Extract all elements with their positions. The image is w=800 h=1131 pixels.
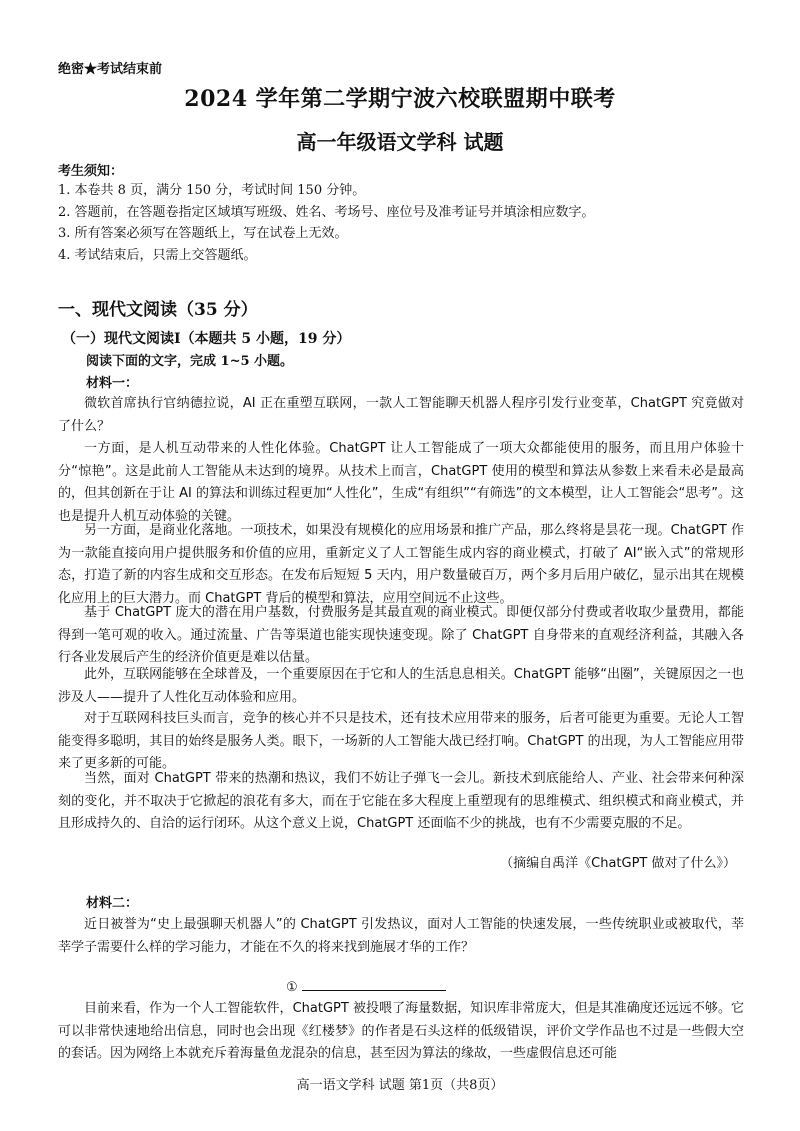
exam-title: 2024 学年第二学期宁波六校联盟期中联考	[184, 86, 616, 112]
section-heading: 一、现代文阅读（35 分）	[58, 300, 258, 320]
exam-subtitle: 高一年级语文学科 试题	[296, 130, 504, 154]
reading-instruction: 阅读下面的文字，完成 1~5 小题。	[86, 354, 294, 369]
material2-label: 材料二：	[86, 896, 139, 911]
paragraph: 近日被誉为“史上最强聊天机器人”的 ChatGPT 引发热议，面对人工智能的快速发展，一些传统职业或被取代，莘莘学子需要什么样的学习能力，才能在不久的将来找到施展才华的工作？	[58, 917, 744, 955]
paragraph: 当然，面对 ChatGPT 带来的热潮和热议，我们不妨让子弹飞一会儿。新技术到底能给人、产业、社会带来何种深刻的变化，并不取决于它掀起的浪花有多大，而在于它能在多大程度上重塑现有的思维模式、组织模式和商业模式，并且形成持久的、自洽的运行闭环。从这个意义上说，ChatGPT 还面临不少的挑战，也有不少需要克服的不足。	[58, 771, 744, 831]
notice-list	[58, 180, 595, 266]
page-footer: 高一语文学科 试题 第1页（共8页）	[296, 1078, 504, 1093]
blank-underline	[302, 978, 446, 991]
paragraph: 对于互联网科技巨头而言，竞争的核心并不只是技术，还有技术应用带来的服务，后者可能更为重要。无论人工智能变得多聪明，其目的始终是服务人类。眼下，一场新的人工智能大战已经打响。ChatGPT 的出现，为人工智能应用带来了更多新的可能。	[58, 711, 744, 771]
paragraph: 一方面，是人机互动带来的人性化体验。ChatGPT 让人工智能成了一项大众都能使用的服务，而且用户体验十分“惊艳”。这是此前人工智能从未达到的境界。从技术上而言，ChatGPT 使用的模型和算法从参数上来看未必是最高的，但其创新在于让 AI 的算法和训练过程更加“人性化”，生成“有组织”“有筛选”的文本模型，让人工智能会“思考”。这也是提升人机互动体验的关键。	[58, 441, 744, 524]
paragraph: 基于 ChatGPT 庞大的潜在用户基数，付费服务是其最直观的商业模式。即便仅部分付费或者收取少量费用，都能得到一笔可观的收入。通过流量、广告等渠道也能实现快速变现。除了 ChatGPT 自身带来的直观经济利益，其融入各行各业发展后产生的经济价值更是难以估量。	[58, 605, 744, 665]
paragraph: 此外，互联网能够在全球普及，一个重要原因在于它和人的生活息息相关。ChatGPT 能够“出圈”，关键原因之一也涉及人——提升了人性化互动体验和应用。	[58, 667, 744, 705]
notice-item: 3. 所有答案必须写在答题纸上，写在试卷上无效。	[58, 226, 348, 241]
material1-label: 材料一：	[86, 376, 139, 391]
notice-item: 4. 考试结束后，只需上交答题纸。	[58, 247, 257, 263]
paragraph: 微软首席执行官纳德拉说，AI 正在重塑互联网，一款人工智能聊天机器人程序引发行业变革，ChatGPT 究竟做对了什么？	[58, 396, 744, 434]
source-citation: （摘编自禹洋《ChatGPT 做对了什么》）	[500, 856, 736, 871]
subsection-heading: （一）现代文阅读Ⅰ（本题共 5 小题，19 分）	[62, 331, 351, 347]
notice-item: 1. 本卷共 8 页，满分 150 分，考试时间 150 分钟。	[58, 183, 366, 198]
fill-in-blank	[286, 978, 446, 995]
paragraph: 目前来看，作为一个人工智能软件，ChatGPT 被投喂了海量数据，知识库非常庞大，但是其准确度还远远不够。它可以非常快速地给出信息，同时也会出现《红楼梦》的作者是石头这样的低级错误，评价文学作品也不过是一些假大空的套话。因为网络上本就充斥着海量鱼龙混杂的信息，甚至因为算法的缘故，一些虚假信息还可能	[58, 1001, 744, 1061]
notice-item: 2. 答题前，在答题卷指定区域填写班级、姓名、考场号、座位号及准考证号并填涂相应数字。	[58, 204, 595, 220]
confidential-mark: 绝密★考试结束前	[58, 62, 163, 77]
notice-heading: 考生须知：	[58, 164, 124, 179]
paragraph: 另一方面，是商业化落地。一项技术，如果没有规模化的应用场景和推广产品，那么终将是昙花一现。ChatGPT 作为一款能直接向用户提供服务和价值的应用，重新定义了人工智能生成内容的商业模式，打破了 AI“嵌入式”的常规形态，打造了新的内容生成和交互形态。在发布后短短 5 天内，用户数量破百万，两个多月后用户破亿，显示出其在规模化应用上的巨大潜力。而 ChatGPT 背后的模型和算法，应用空间远不止这些。	[58, 523, 744, 606]
blank-marker: ①	[286, 980, 298, 995]
